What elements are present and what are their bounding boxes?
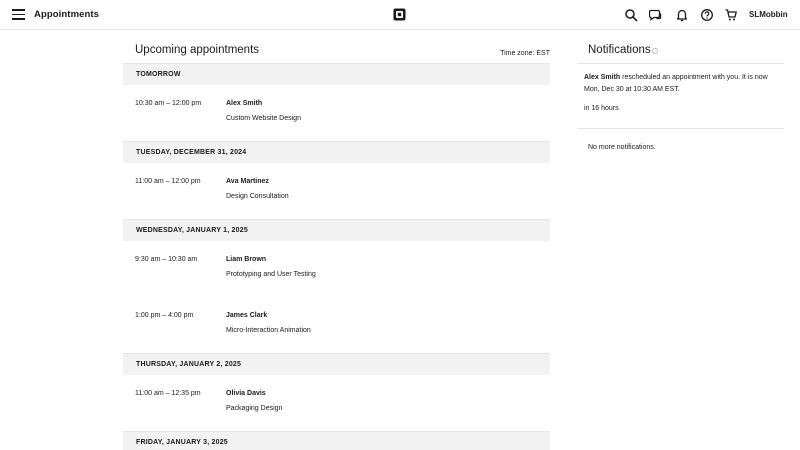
day-label: THURSDAY, JANUARY 2, 2025 <box>136 361 242 368</box>
client-name: Alex Smith <box>226 100 263 107</box>
notifications-title: Notifications <box>588 44 651 56</box>
service-name: Custom Website Design <box>226 115 301 122</box>
app-title: Appointments <box>34 9 100 20</box>
day-header <box>123 141 550 163</box>
appointments-list <box>123 30 550 450</box>
cart-icon[interactable] <box>724 8 738 22</box>
day-label: WEDNESDAY, JANUARY 1, 2025 <box>136 227 248 234</box>
square-logo-icon[interactable] <box>393 8 406 21</box>
divider <box>577 63 784 64</box>
no-more-notifications: No more notifications. <box>588 144 656 151</box>
timezone-label: Time zone: EST <box>500 50 550 57</box>
service-name: Prototyping and User Testing <box>226 271 316 278</box>
client-name: Ava Martinez <box>226 178 269 185</box>
client-name: Olivia Davis <box>226 390 266 397</box>
appointment-row[interactable] <box>123 256 550 306</box>
service-name: Design Consultation <box>226 193 289 200</box>
messages-icon[interactable] <box>649 8 663 22</box>
top-bar <box>0 0 800 30</box>
client-name: Liam Brown <box>226 256 267 263</box>
help-icon[interactable] <box>700 8 714 22</box>
day-label: TUESDAY, DECEMBER 31, 2024 <box>136 149 247 156</box>
client-name: James Clark <box>226 312 268 319</box>
info-icon[interactable] <box>652 48 658 54</box>
day-header <box>123 431 550 450</box>
user-account-name[interactable]: SLMobbin <box>749 10 788 19</box>
appointment-time: 10:30 am – 12:00 pm <box>135 100 202 107</box>
service-name: Packaging Design <box>226 405 283 412</box>
day-header <box>123 219 550 241</box>
notification-time: in 16 hours <box>584 105 619 112</box>
day-label: TOMORROW <box>136 71 181 78</box>
appointment-time: 11:00 am – 12:35 pm <box>135 390 201 397</box>
divider <box>577 128 784 129</box>
notifications-panel <box>577 30 784 450</box>
notification-item[interactable] <box>584 72 779 95</box>
service-name: Micro-Interaction Animation <box>226 327 311 334</box>
day-label: FRIDAY, JANUARY 3, 2025 <box>136 439 228 446</box>
appointment-time: 11:00 am – 12:00 pm <box>135 178 201 185</box>
bell-icon[interactable] <box>675 8 689 22</box>
menu-icon[interactable] <box>12 9 25 20</box>
page-title: Upcoming appointments <box>135 44 260 56</box>
day-header <box>123 63 550 85</box>
notification-actor: Alex Smith <box>584 74 621 81</box>
appointment-time: 9:30 am – 10:30 am <box>135 256 198 263</box>
appointment-time: 1:00 pm – 4:00 pm <box>135 312 194 319</box>
notification-message: rescheduled an appointment with you. It is now Mon, Dec 30 at 10:30 AM EST. <box>584 74 768 93</box>
search-icon[interactable] <box>624 8 638 22</box>
day-header <box>123 353 550 375</box>
